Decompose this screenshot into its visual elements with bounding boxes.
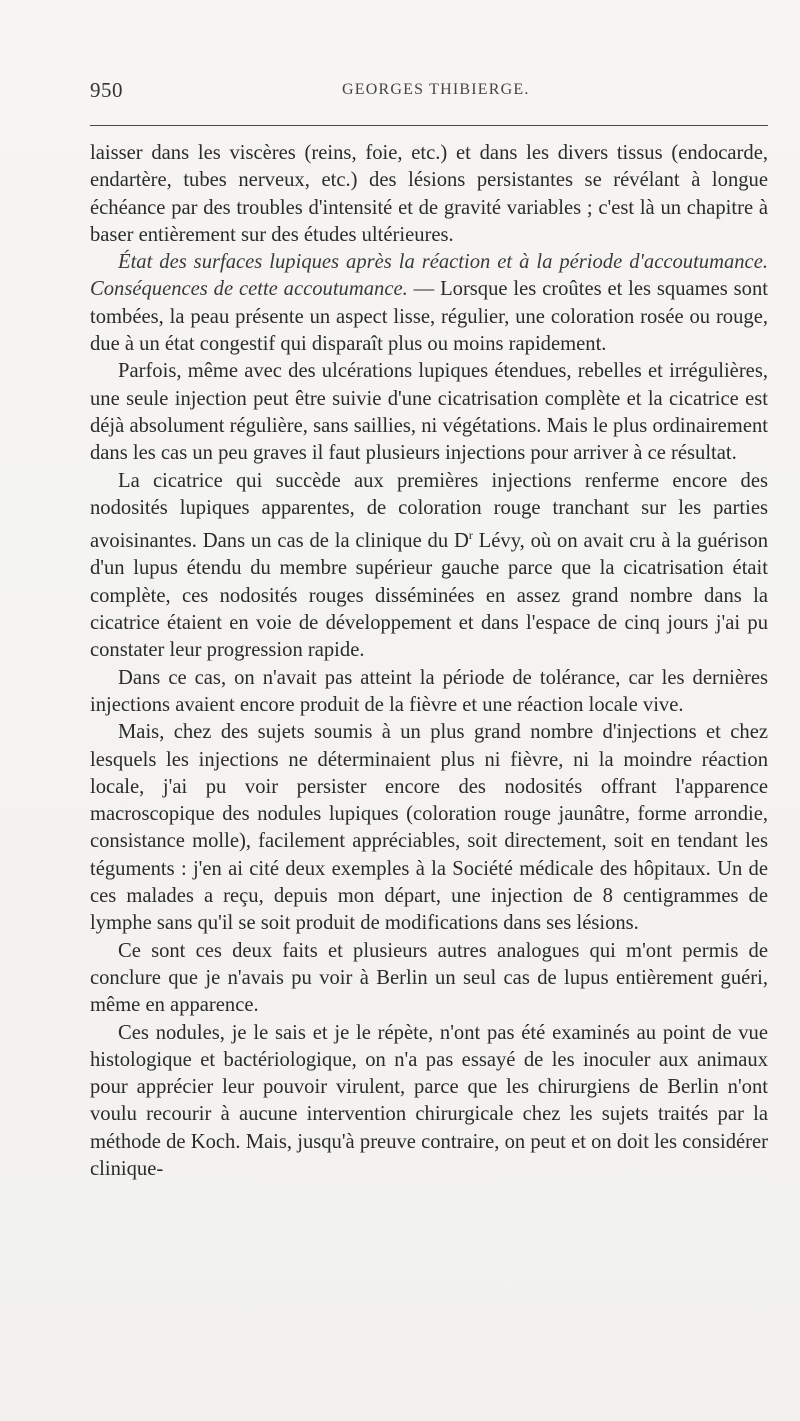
header-rule xyxy=(90,125,768,126)
paragraph-text: Mais, chez des sujets soumis à un plus grand nombre d'injections et chez lesquels les injections ne déterminaient plus ni fièvre, ni la moindre réaction locale, j'ai pu voir persister encore des nodosités offrant l'apparence macroscopique des nodules lupiques (coloration rouge jaunâtre, forme arrondie, consistance molle), facilement appréciables, soit directement, soit en tendant les téguments : j'en ai cité deux exemples à la Société médicale des hôpitaux. Un de ces malades a reçu, depuis mon départ, une injection de 8 centigrammes de lymphe sans qu'il se soit produit de modifications dans ses lésions. xyxy=(90,721,768,935)
running-head xyxy=(90,78,768,108)
paragraph xyxy=(90,665,768,720)
paragraph-section-heading xyxy=(90,249,768,358)
running-title: GEORGES THIBIERGE. xyxy=(342,81,530,98)
body-text xyxy=(90,140,768,1183)
paragraph xyxy=(90,468,768,665)
section-heading-italic: État des surfaces lupiques après la réaction et à la période d'accoutumance. Conséquences de cette accoutumance. xyxy=(90,251,768,301)
paragraph xyxy=(90,358,768,467)
paragraph-text: Ces nodules, je le sais et je le répète, n'ont pas été examinés au point de vue histologique et bactériologique, on n'a pas essayé de les inoculer aux animaux pour apprécier leur pouvoir virulent, parce que les chirurgiens de Berlin n'ont voulu recourir à aucune intervention chirurgicale chez les sujets traités par la méthode de Koch. Mais, jusqu'à preuve contraire, on peut et on doit les considérer clinique- xyxy=(90,1021,768,1180)
paragraph xyxy=(90,938,768,1020)
paragraph-text: — Lorsque les croûtes et les squames sont tombées, la peau présente un aspect lisse, régulier, une coloration rosée ou rouge, due à un état congestif qui disparaît plus ou moins rapidement. xyxy=(90,278,768,356)
paragraph-text: Dans ce cas, on n'avait pas atteint la période de tolérance, car les dernières injections avaient encore produit de la fièvre et une réaction locale vive. xyxy=(90,666,768,716)
paragraph xyxy=(90,1020,768,1184)
paragraph-text: laisser dans les viscères (reins, foie, etc.) et dans les divers tissus (endocarde, endartère, tubes nerveux, etc.) des lésions persistantes se révélant à longue échéance par des troubles d'intensité et de gravité variables ; c'est là un chapitre à baser entièrement sur des études ultérieures. xyxy=(90,142,768,246)
paragraph-continuation xyxy=(90,140,768,249)
paragraph-text: Ce sont ces deux faits et plusieurs autres analogues qui m'ont permis de conclure que je n'avais pu voir à Berlin un seul cas de lupus entièrement guéri, même en apparence. xyxy=(90,939,768,1017)
paragraph-text: La cicatrice qui succède aux premières injections renferme encore des nodosités lupiques apparentes, de coloration rouge tranchant sur les parties avoisinantes. Dans un cas de la clinique du D xyxy=(90,469,768,553)
paragraph-text: Parfois, même avec des ulcérations lupiques étendues, rebelles et irrégulières, une seule injection peut être suivie d'une cicatrisation complète et la cicatrice est déjà absolument régulière, sans saillies, ni végétations. Mais le plus ordinairement dans les cas un peu graves il faut plusieurs injections pour arriver à ce résultat. xyxy=(90,360,768,465)
superscript: r xyxy=(468,528,473,543)
paragraph xyxy=(90,719,768,937)
paragraph-text: Lévy, où on avait cru à la guérison d'un lupus étendu du membre supérieur gauche parce que la cicatrisation était complète, ces nodosités rouges disséminées en assez grand nombre dans la cicatrice étaient en voie de développement et dans l'espace de cinq jours j'ai pu constater leur progression rapide. xyxy=(90,530,768,662)
page-number: 950 xyxy=(90,78,123,102)
